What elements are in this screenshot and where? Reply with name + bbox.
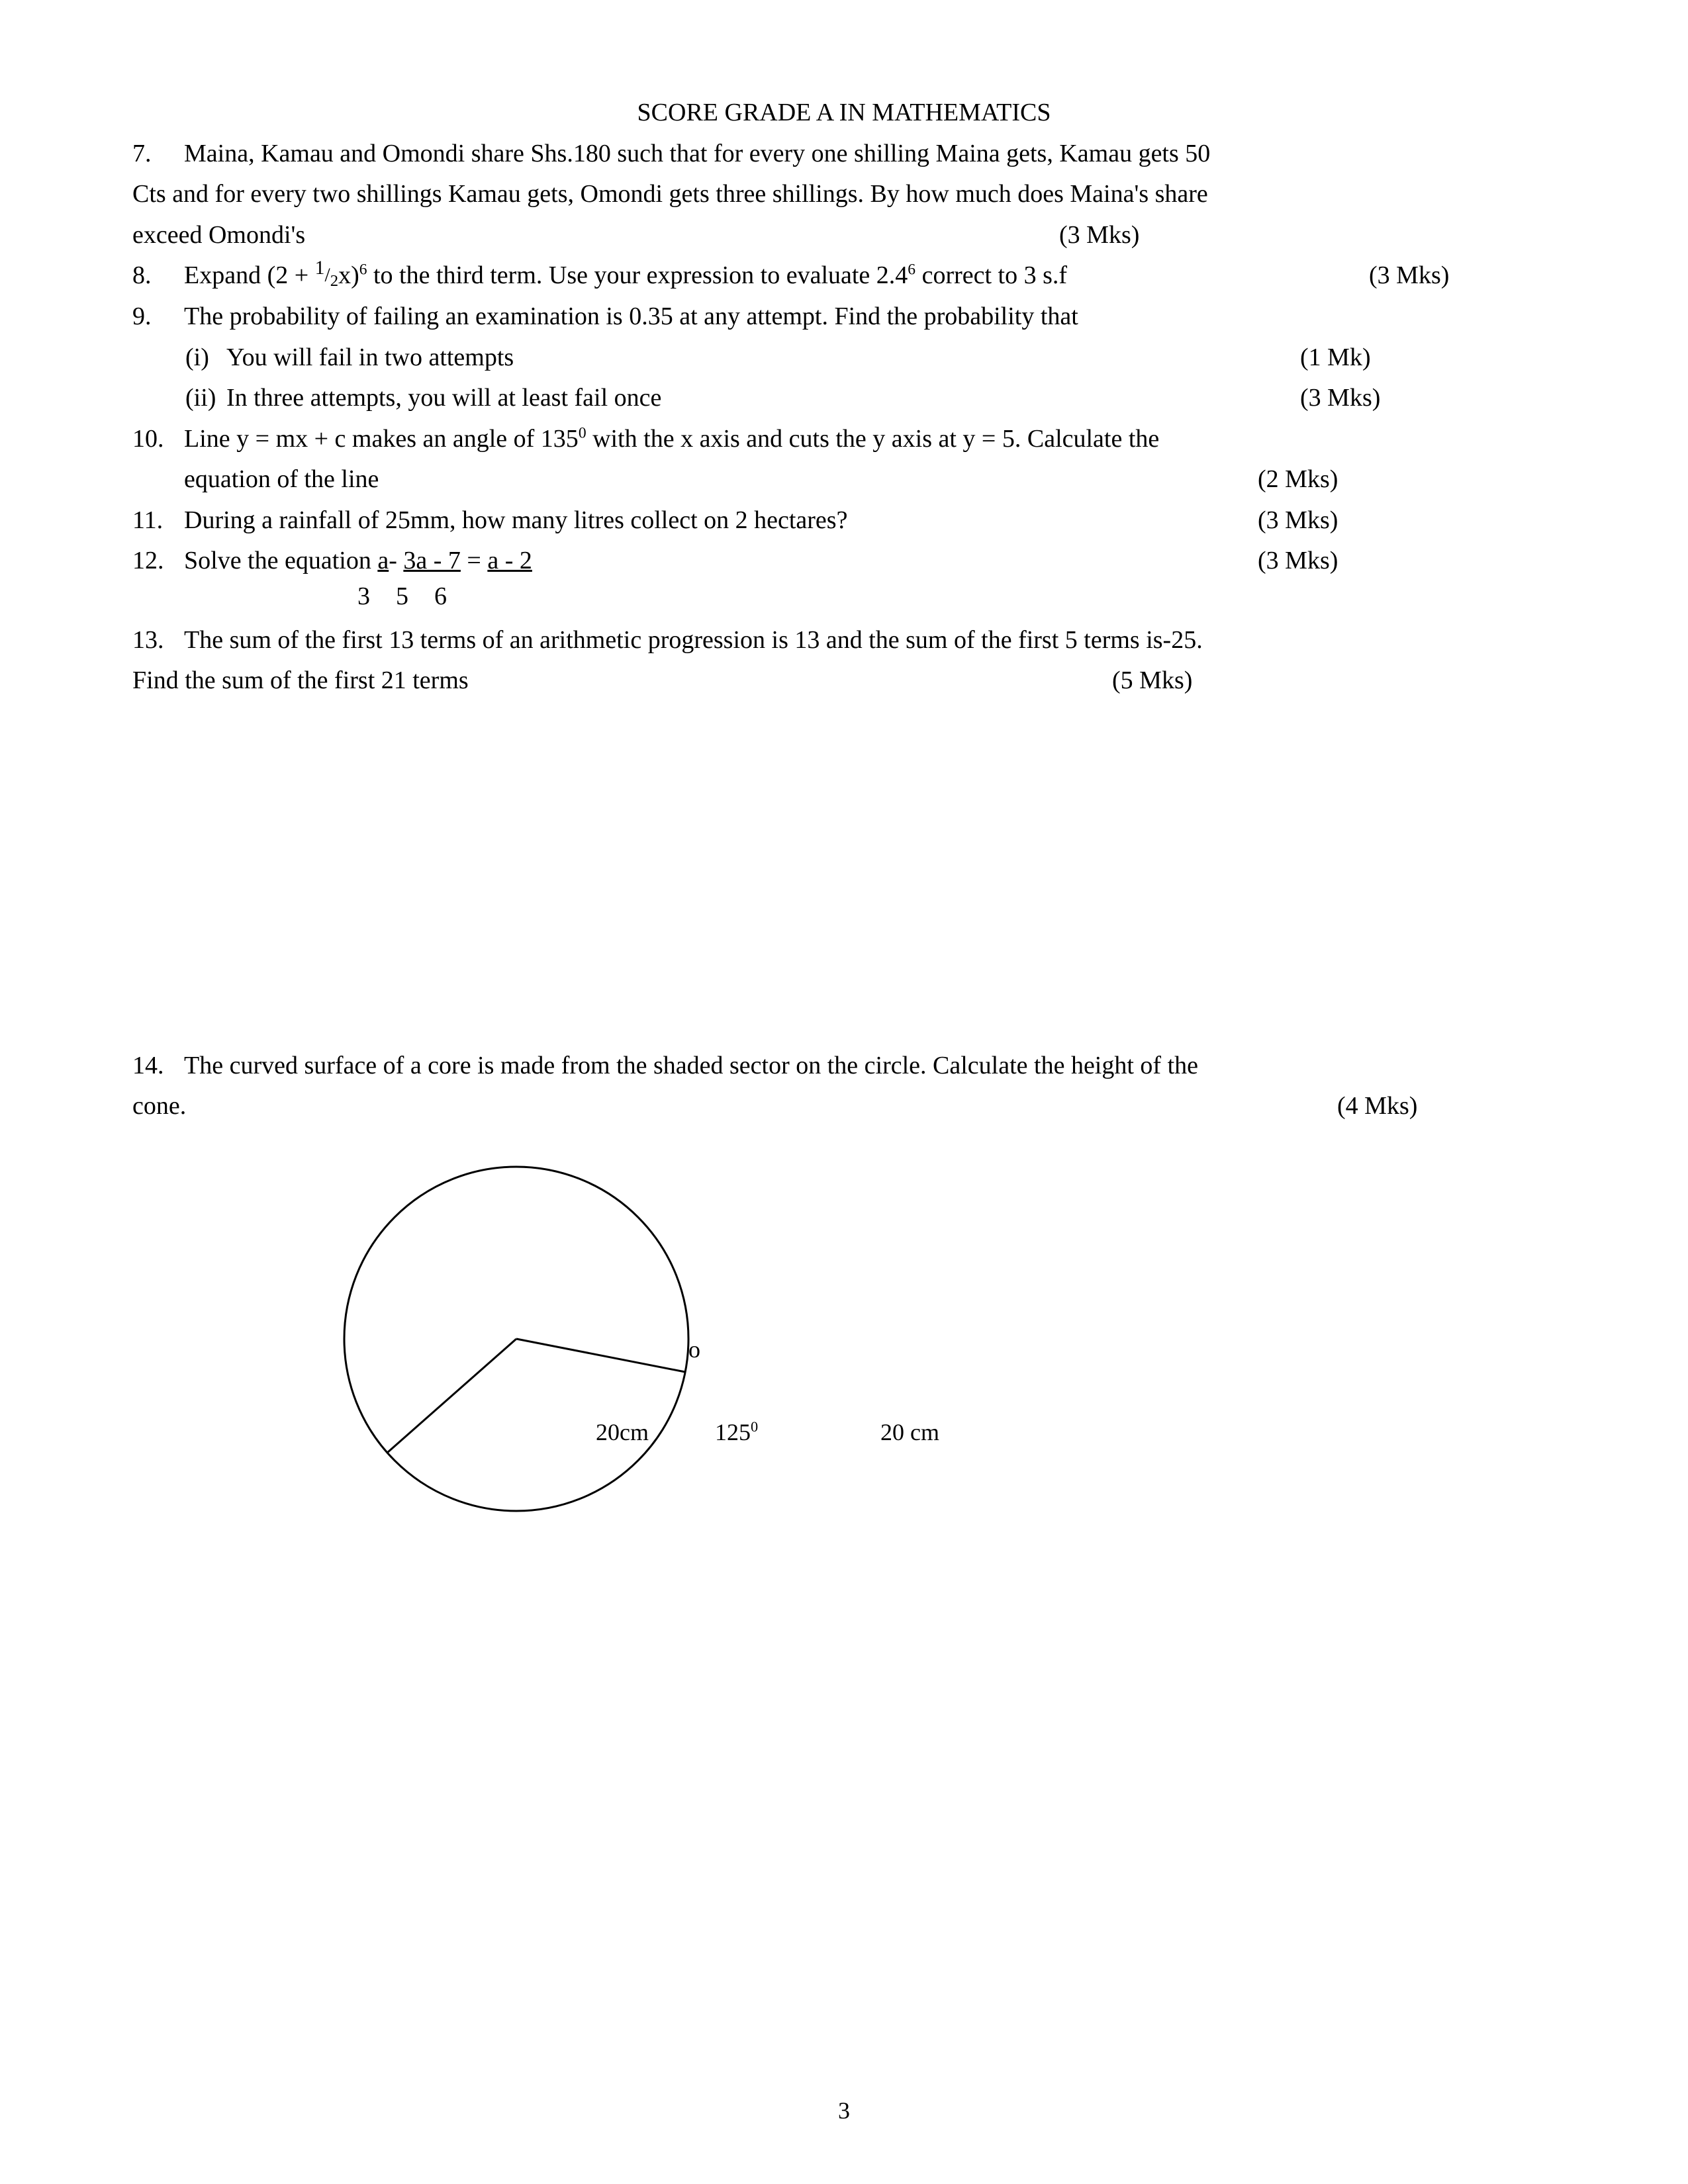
radius-line-left bbox=[387, 1339, 516, 1453]
question-14-marks: (4 Mks) bbox=[1337, 1092, 1418, 1120]
question-11-number: 11. bbox=[132, 506, 164, 534]
question-13-line-1: The sum of the first 13 terms of an arithmetic progression is 13 and the sum of the first 5 terms is-25. bbox=[184, 625, 1203, 654]
question-9-part-i-marks: (1 Mk) bbox=[1300, 343, 1371, 371]
question-12-body bbox=[184, 541, 1556, 582]
question-7-line-3-text: exceed Omondi's bbox=[132, 220, 306, 249]
question-8-frac-numerator: 1 bbox=[314, 257, 325, 279]
question-13-line-2 bbox=[132, 660, 1556, 702]
question-12-numerator-1: a bbox=[377, 547, 389, 575]
question-12-denominator-3: 6 bbox=[434, 582, 447, 610]
question-9-part-i-label: (i) bbox=[185, 343, 209, 371]
question-7-line-3 bbox=[132, 215, 1556, 256]
question-10-line-1 bbox=[184, 419, 1556, 460]
question-9-part-ii-body bbox=[226, 378, 1556, 419]
question-12-marks: (3 Mks) bbox=[1258, 547, 1338, 575]
radius-line-right bbox=[516, 1339, 685, 1372]
question-8 bbox=[132, 255, 1556, 296]
circle-center-label: o bbox=[688, 1336, 700, 1363]
question-13-number: 13. bbox=[132, 625, 164, 654]
question-14-line-2 bbox=[132, 1086, 1556, 1127]
question-11-marks: (3 Mks) bbox=[1258, 506, 1338, 534]
question-7-line-1: Maina, Kamau and Omondi share Shs.180 such that for every one shilling Maina gets, Kamau gets 50 bbox=[184, 139, 1211, 167]
question-8-exponent-c: 6 bbox=[908, 261, 916, 279]
circle-sector-figure bbox=[132, 1147, 1556, 1570]
question-14-line-2-text: cone. bbox=[132, 1092, 187, 1120]
question-7 bbox=[132, 134, 1556, 256]
question-9-number: 9. bbox=[132, 302, 152, 330]
question-10-text-a: Line y = mx + c makes an angle of 135 bbox=[184, 424, 579, 453]
blank-working-space bbox=[132, 702, 1556, 1046]
question-9-part-ii-marks: (3 Mks) bbox=[1300, 384, 1381, 412]
question-8-marks: (3 Mks) bbox=[1369, 261, 1450, 290]
question-9-part-i bbox=[185, 338, 1556, 379]
question-7-number: 7. bbox=[132, 139, 152, 167]
question-9-part-ii bbox=[185, 378, 1556, 419]
question-10-degree-symbol: 0 bbox=[578, 424, 586, 441]
angle-degree-symbol: 0 bbox=[751, 1418, 759, 1435]
question-11-body bbox=[184, 500, 1556, 541]
question-14-line-1: The curved surface of a core is made from the shaded sector on the circle. Calculate the height of the bbox=[184, 1051, 1199, 1079]
question-12-number: 12. bbox=[132, 547, 164, 575]
question-9-part-ii-label: (ii) bbox=[185, 384, 216, 412]
question-13-line-2-text: Find the sum of the first 21 terms bbox=[132, 666, 469, 695]
question-10 bbox=[132, 419, 1556, 500]
question-8-text-b: x) bbox=[338, 261, 359, 290]
question-9 bbox=[132, 296, 1556, 419]
question-10-text-b: with the x axis and cuts the y axis at y = 5. Calculate the bbox=[586, 424, 1160, 453]
question-7-marks: (3 Mks) bbox=[1059, 220, 1140, 249]
question-10-marks: (2 Mks) bbox=[1258, 465, 1338, 494]
question-10-indent bbox=[132, 459, 184, 500]
question-8-fraction: $^1/_2$ bbox=[314, 257, 339, 290]
question-12-operator-2: = bbox=[467, 547, 481, 575]
question-8-body bbox=[184, 255, 1556, 296]
question-12-denominator-1: 3 bbox=[357, 582, 370, 610]
radius-label: 20cm bbox=[596, 1419, 649, 1445]
question-11-text: During a rainfall of 25mm, how many litres collect on 2 hectares? bbox=[184, 506, 848, 534]
question-7-line-2: Cts and for every two shillings Kamau gets, Omondi gets three shillings. By how much does Maina's share bbox=[132, 180, 1208, 208]
question-12-numerator-3: a - 2 bbox=[487, 547, 532, 575]
question-12 bbox=[132, 541, 1556, 611]
question-8-number: 8. bbox=[132, 261, 152, 290]
question-12-denominators bbox=[357, 582, 1556, 611]
question-8-text-d: correct to 3 s.f bbox=[915, 261, 1068, 290]
question-13-marks: (5 Mks) bbox=[1112, 666, 1193, 695]
question-10-line-2 bbox=[184, 459, 1556, 500]
question-14 bbox=[132, 1046, 1556, 1127]
question-12-numerator-2: 3a - 7 bbox=[403, 547, 461, 575]
cone-side-label: 20 cm bbox=[880, 1419, 939, 1445]
page-title: SCORE GRADE A IN MATHEMATICS bbox=[637, 99, 1051, 126]
question-13 bbox=[132, 620, 1556, 702]
question-9-part-i-body bbox=[226, 338, 1556, 379]
page-number: 3 bbox=[838, 2097, 850, 2124]
question-8-exponent-b: 6 bbox=[359, 261, 367, 279]
question-11 bbox=[132, 500, 1556, 541]
question-10-line-2-text: equation of the line bbox=[184, 465, 379, 494]
circle-sector-diagram bbox=[331, 1147, 1125, 1557]
question-12-operator-1: - bbox=[389, 547, 397, 575]
question-12-text-a: Solve the equation bbox=[184, 547, 378, 575]
question-9-stem: The probability of failing an examination is 0.35 at any attempt. Find the probability that bbox=[184, 302, 1078, 330]
question-10-number: 10. bbox=[132, 424, 164, 453]
question-8-frac-denominator: 2 bbox=[330, 271, 339, 290]
question-8-text-a: Expand (2 + bbox=[184, 261, 315, 290]
question-8-text-c: to the third term. Use your expression to evaluate 2.4 bbox=[367, 261, 908, 290]
question-9-part-i-text: You will fail in two attempts bbox=[226, 343, 514, 371]
angle-label: $125^0$ bbox=[715, 1418, 759, 1445]
question-12-denominator-2: 5 bbox=[396, 582, 408, 610]
question-9-part-ii-text: In three attempts, you will at least fail once bbox=[226, 384, 662, 412]
question-14-number: 14. bbox=[132, 1051, 164, 1079]
